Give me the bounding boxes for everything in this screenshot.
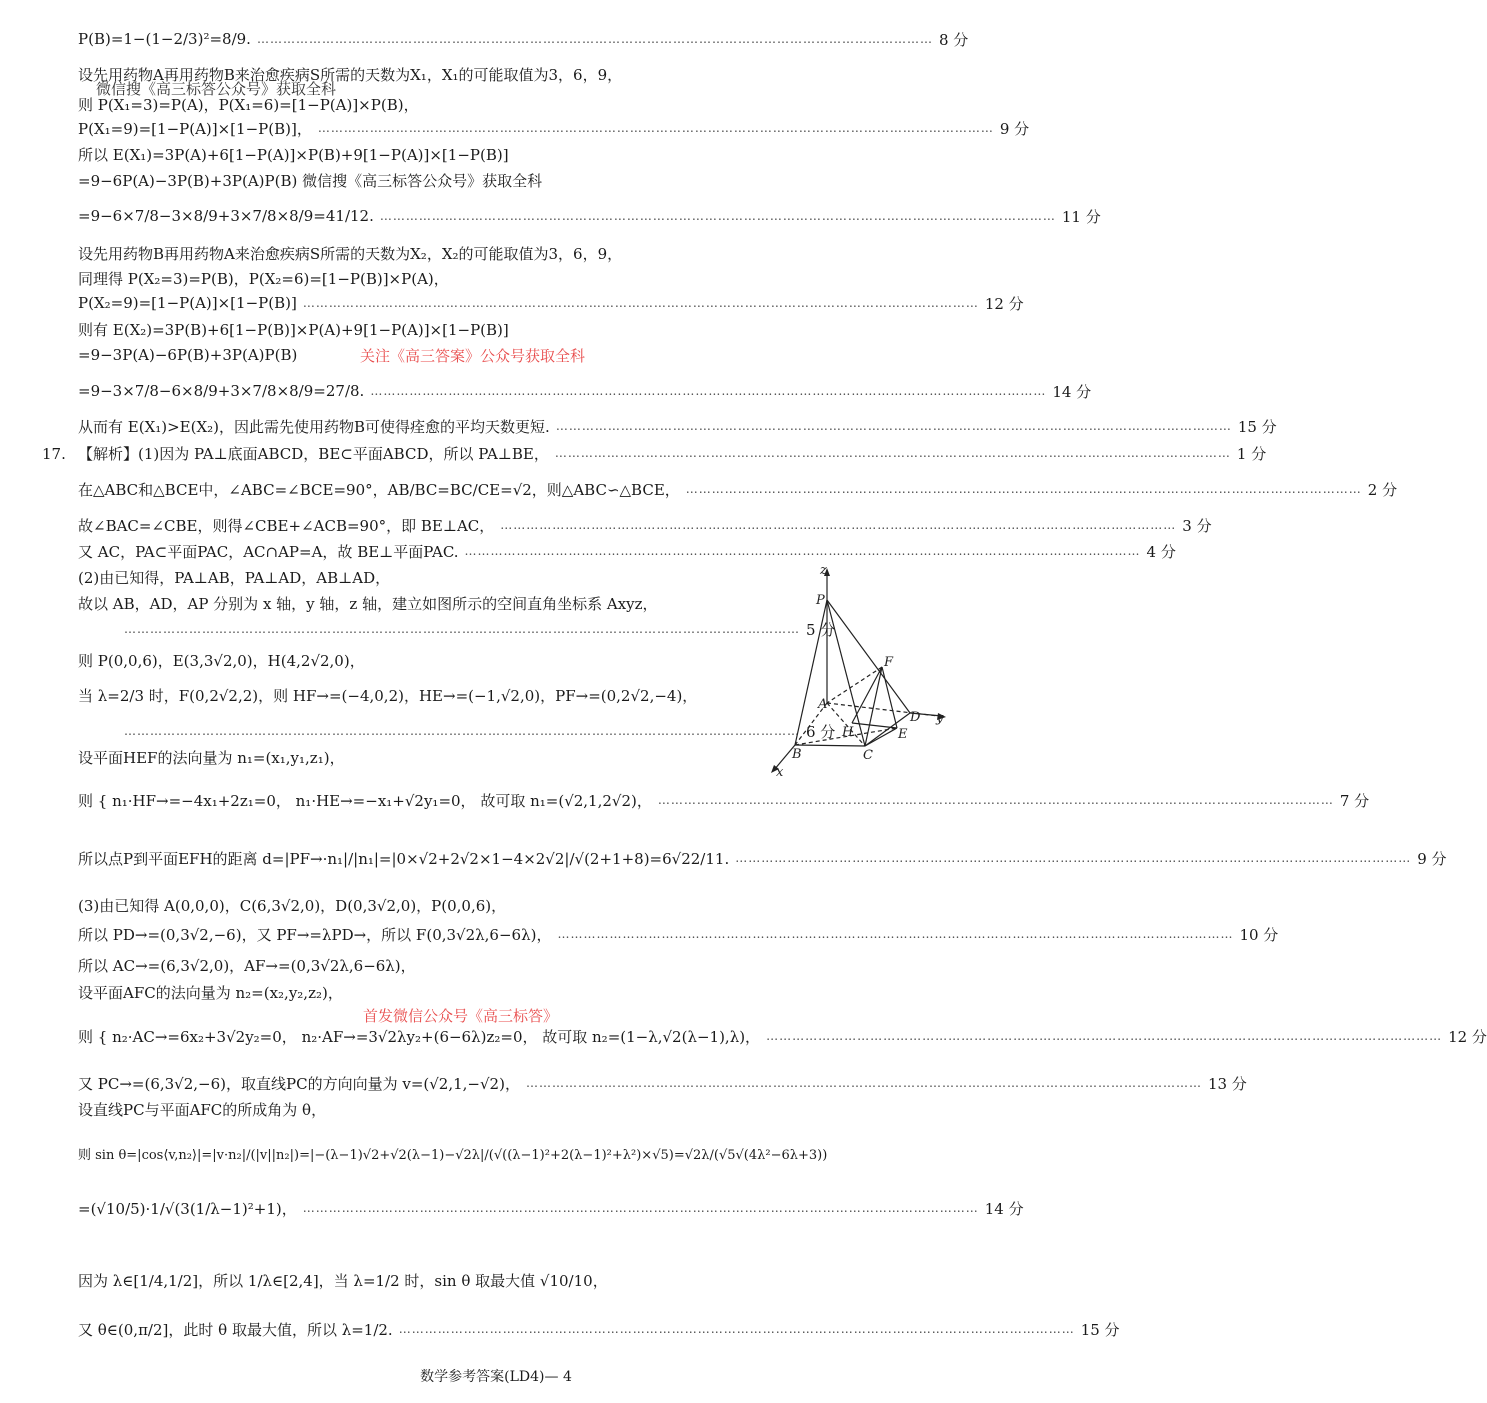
line-31: 则 { n₂·AC→=6x₂+3√2y₂=0， n₂·AF→=3√2λy₂+(6−6λ)z₂=0， 故可取 n₂=(1−λ,√2(λ−1),λ)， ………………………………………………………………………………………………………………………………………… 12 分 bbox=[78, 1027, 1487, 1046]
line-17: 又 AC，PA⊂平面PAC，AC∩AP=A，故 BE⊥平面PAC. ………………………………………………………………………………………………………………………………………… 4 分 bbox=[78, 542, 1176, 561]
line-2: 则 P(X₁=3)=P(A)，P(X₁=6)=[1−P(A)]×P(B)， bbox=[78, 95, 419, 114]
line-16: 故∠BAC=∠CBE，则得∠CBE+∠ACB=90°，即 BE⊥AC， ………………………………………………………………………………………………………………………………………… 3 分 bbox=[78, 516, 1212, 535]
edge-PD bbox=[827, 600, 910, 713]
label-D: D bbox=[910, 710, 921, 725]
label-F: F bbox=[884, 655, 894, 670]
line-22: 当 λ=2/3 时，F(0,2√2,2)，则 HF→=(−4,0,2)，HE→=(−1,√2,0)，PF→=(0,2√2,−4)， bbox=[78, 686, 698, 705]
line-19: 故以 AB，AD，AP 分别为 x 轴，y 轴，z 轴，建立如图所示的空间直角坐标系 Axyz， bbox=[78, 594, 658, 613]
line-18: (2)由已知得，PA⊥AB，PA⊥AD，AB⊥AD， bbox=[78, 568, 391, 587]
label-C: C bbox=[863, 748, 873, 763]
line-9: P(X₂=9)=[1−P(A)]×[1−P(B)] ………………………………………………………………………………………………………………………………………… 12 分 bbox=[78, 294, 1024, 313]
line-5: =9−6P(A)−3P(B)+3P(A)P(B) 微信搜《高三标答公众号》获取全科 bbox=[78, 171, 543, 190]
line-14: 【解析】(1)因为 PA⊥底面ABCD，BE⊂平面ABCD，所以 PA⊥BE， ………………………………………………………………………………………………………………………………………… 1 分 bbox=[78, 444, 1267, 463]
line-26: 所以点P到平面EFH的距离 d=|PF→·n₁|/|n₁|=|0×√2+2√2×1−4×2√2|/√(2+1+8)=6√22/11. ………………………………………………………………………………………………………………………………………… 9 分 bbox=[78, 849, 1447, 868]
edge-PB bbox=[795, 600, 827, 745]
red-notice-2: 首发微信公众号《高三标答》 bbox=[363, 1007, 559, 1025]
problem-number: 17. bbox=[42, 445, 66, 463]
line-3: P(X₁=9)=[1−P(A)]×[1−P(B)]， ………………………………………………………………………………………………………………………………………… 9 分 bbox=[78, 119, 1030, 138]
line-35: =(√10/5)·1/√(3(1/λ−1)²+1)， ………………………………………………………………………………………………………………………………………… 14 分 bbox=[78, 1199, 1024, 1218]
line-10: 则有 E(X₂)=3P(B)+6[1−P(B)]×P(A)+9[1−P(A)]×[1−P(B)] bbox=[78, 320, 509, 339]
label-A: A bbox=[818, 697, 828, 712]
line-6: =9−6×7/8−3×8/9+3×7/8×8/9=41/12. ………………………………………………………………………………………………………………………………………… 11 分 bbox=[78, 207, 1101, 226]
line-33: 设直线PC与平面AFC的所成角为 θ， bbox=[78, 1100, 327, 1119]
label-E: E bbox=[898, 727, 908, 742]
line-37: 又 θ∈(0,π/2]，此时 θ 取最大值，所以 λ=1/2. ………………………………………………………………………………………………………………………………………… 15 分 bbox=[78, 1320, 1120, 1339]
edge-HE bbox=[852, 723, 897, 728]
label-H: H bbox=[842, 725, 854, 740]
edge-FH bbox=[852, 667, 882, 723]
line-27: (3)由已知得 A(0,0,0)，C(6,3√2,0)，D(0,3√2,0)，P(0,0,6)， bbox=[78, 896, 507, 915]
red-notice-1: 关注《高三答案》公众号获取全科 bbox=[360, 347, 586, 365]
line-32: 又 PC→=(6,3√2,−6)，取直线PC的方向向量为 v=(√2,1,−√2)， ………………………………………………………………………………………………………………………………………… 13 分 bbox=[78, 1074, 1247, 1093]
line-21: 则 P(0,0,6)，E(3,3√2,0)，H(4,2√2,0)， bbox=[78, 651, 365, 670]
line-34: 则 sin θ=|cos⟨v,n₂⟩|=|v·n₂|/(|v||n₂|)=|−(λ−1)√2+√2(λ−1)−√2λ|/(√((λ−1)²+2(λ−1)²+λ²)×√5)=√2λ/(√5√(4λ²−6λ+3)) bbox=[78, 1147, 828, 1163]
line-15: 在△ABC和△BCE中，∠ABC=∠BCE=90°，AB/BC=BC/CE=√2，则△ABC∽△BCE， ………………………………………………………………………………………………………………………………………… 2 分 bbox=[78, 480, 1398, 499]
line-13: 从而有 E(X₁)>E(X₂)，因此需先使用药物B可使得痊愈的平均天数更短. ………………………………………………………………………………………………………………………………………… 15 分 bbox=[78, 417, 1277, 436]
line-0: P(B)=1−(1−2/3)²=8/9. ………………………………………………………………………………………………………………………………………… 8 分 bbox=[78, 30, 969, 49]
line-29: 所以 AC→=(6,3√2,0)，AF→=(0,3√2λ,6−6λ)， bbox=[78, 956, 416, 975]
label-P: P bbox=[816, 593, 825, 608]
page-footer: 数学参考答案(LD4)— 4 bbox=[420, 1369, 572, 1385]
label-y: y bbox=[936, 711, 944, 726]
line-24: 设平面HEF的法向量为 n₁=(x₁,y₁,z₁)， bbox=[78, 748, 345, 767]
line-36: 因为 λ∈[1/4,1/2]，所以 1/λ∈[2,4]，当 λ=1/2 时，sin θ 取最大值 √10/10， bbox=[78, 1271, 608, 1290]
edge-FE bbox=[882, 667, 897, 728]
line-1: 设先用药物A再用药物B来治愈疾病S所需的天数为X₁，X₁的可能取值为3，6，9， bbox=[78, 65, 623, 84]
line-25: 则 { n₁·HF→=−4x₁+2z₁=0， n₁·HE→=−x₁+√2y₁=0， 故可取 n₁=(√2,1,2√2)， ………………………………………………………………………………………………………………………………………… 7 分 bbox=[78, 791, 1370, 810]
watermark-1: 微信搜《高三标答公众号》获取全科 bbox=[96, 80, 337, 98]
line-4: 所以 E(X₁)=3P(A)+6[1−P(A)]×P(B)+9[1−P(A)]×[1−P(B)] bbox=[78, 145, 509, 164]
line-28: 所以 PD→=(0,3√2,−6)，又 PF→=λPD→，所以 F(0,3√2λ,6−6λ)， ………………………………………………………………………………………………………………………………………… 10 分 bbox=[78, 925, 1279, 944]
line-20: ………………………………………………………………………………………………………………………………………… 5 分 bbox=[124, 620, 836, 639]
label-B: B bbox=[792, 747, 802, 762]
edge-FA bbox=[827, 667, 882, 703]
line-30: 设平面AFC的法向量为 n₂=(x₂,y₂,z₂)， bbox=[78, 983, 343, 1002]
pyramid-figure bbox=[760, 560, 960, 780]
edge-FC bbox=[865, 667, 882, 746]
line-11: =9−3P(A)−6P(B)+3P(A)P(B) bbox=[78, 346, 298, 364]
line-12: =9−3×7/8−6×8/9+3×7/8×8/9=27/8. ………………………………………………………………………………………………………………………………………… 14 分 bbox=[78, 382, 1092, 401]
line-8: 同理得 P(X₂=3)=P(B)，P(X₂=6)=[1−P(B)]×P(A)， bbox=[78, 269, 449, 288]
edge-BC bbox=[795, 745, 865, 746]
label-z: z bbox=[820, 563, 827, 578]
line-7: 设先用药物B再用药物A来治愈疾病S所需的天数为X₂，X₂的可能取值为3，6，9， bbox=[78, 244, 623, 263]
line-23: ………………………………………………………………………………………………………………………………………… 6 分 bbox=[124, 722, 836, 741]
label-x: x bbox=[776, 765, 784, 780]
